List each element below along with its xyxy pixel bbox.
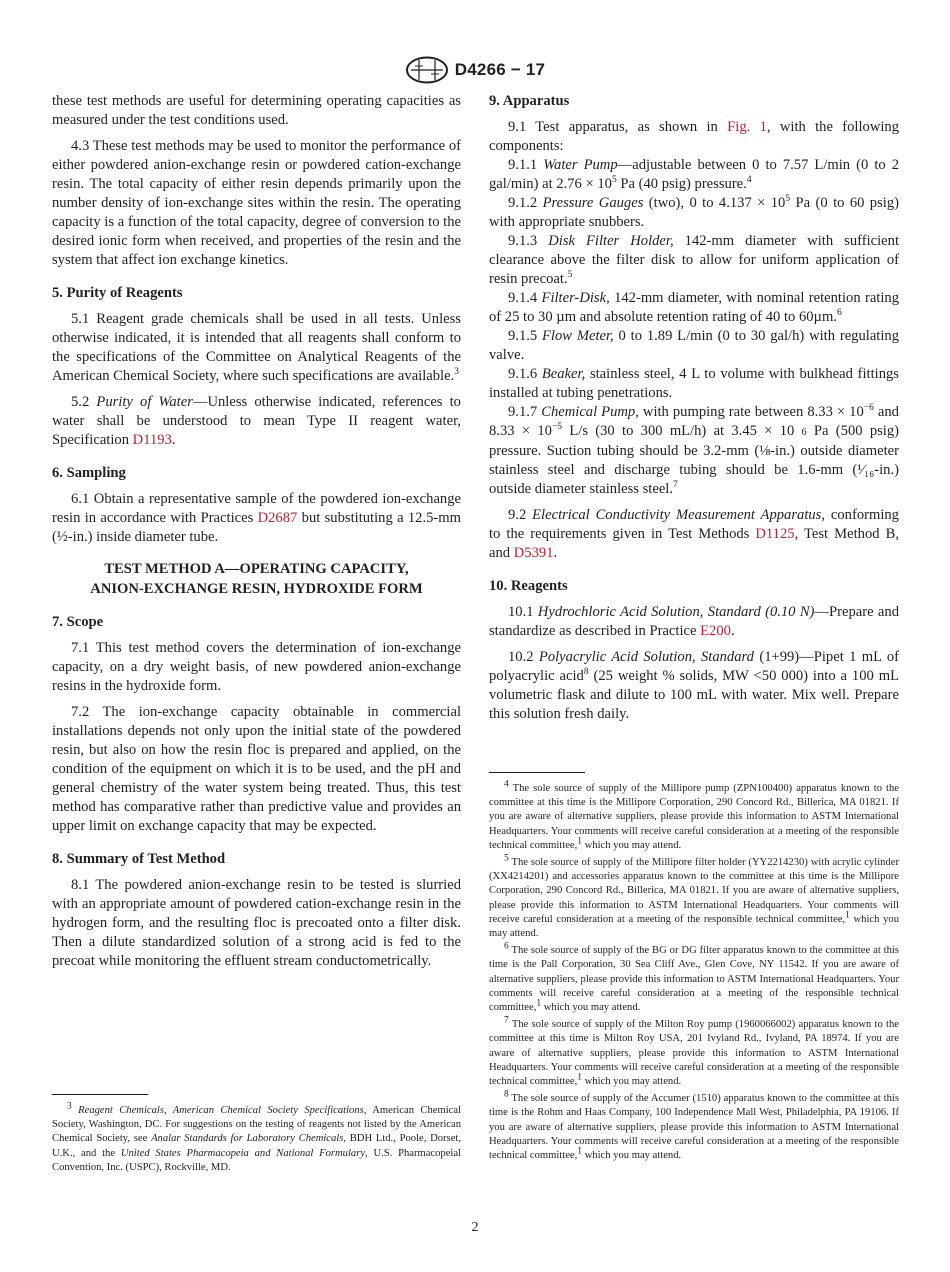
paragraph-9-1-2: 9.1.2 Pressure Gauges (two), 0 to $4.137 \times 10^5$ Pa (0 to 60 psig) with appropriate snubbers. [489,194,899,230]
section-9-heading: 9. Apparatus [489,93,570,109]
paragraph-8-1: 8.1 The powdered anion-exchange resin to be tested is slurried with an appropriate amount of powdered cation-exchange resin in the hydrogen form, and the resulting floc is precoated onto a filter disk. Then a dilute standardized solution of a strong acid is fed to the precoat while monitoring the effluent stream conductometrically. [52,877,461,969]
paragraph-9-1-3: 9.1.3 Disk Filter Holder, 142-mm diameter with sufficient clearance above the filter disk to allow for uniform application of resin precoat.$^5$ [489,233,900,287]
paragraph-7-2: 7.2 The ion-exchange capacity obtainable in commercial installations depends not only upon the initial state of the powdered resin, but also on how the resin floc is prepared and applied, on the condition of the equipment on which it is to be used, and the pH and general chemistry of the water system being treated. Thus, this test method has comparative rather than predictive value and provides an upper limit on exchange capacity that may be expected. [52,704,461,834]
paragraph-5-2: 5.2 Purity of Water—Unless otherwise indicated, references to water shall be understood to mean Type II reagent water, Specification D1193. [52,394,461,448]
astm-logo-icon [405,56,449,84]
footnote-6: $^6$ The sole source of supply of the BG or DG filter apparatus known to the committee at this time is the Pall Corporation, 30 Sea Cliff Ave., Glen Cove, NY 11542. If you are aware of alternative suppliers, please provide this information to ASTM International Headquarters. Your comments will receive careful consideration at a meeting of the responsible technical committee,$^1$ which you may attend. [489,941,899,1014]
section-8-heading: 8. Summary of Test Method [52,851,226,867]
link-fig-1[interactable]: Fig. 1 [727,119,767,135]
link-d1193[interactable]: D1193 [132,432,172,448]
section-10-heading: 10. Reagents [489,578,568,594]
footnote-divider-left [52,1094,148,1095]
page-header [0,56,950,84]
paragraph-9-1-6: 9.1.6 Beaker, stainless steel, 4 L to volume with bulkhead fittings installed at tubing penetrations. [489,366,899,401]
link-d5391[interactable]: D5391 [513,545,554,561]
paragraph-5-1: 5.1 Reagent grade chemicals shall be used in all tests. Unless otherwise indicated, it is intended that all reagents shall conform to the specifications of the Committee on Analytical Reagents of the American Chemical Society, where such specifications are available.$^3$ [52,311,461,384]
test-method-a-heading: TEST METHOD A—OPERATING CAPACITY, ANION-EXCHANGE RESIN, HYDROXIDE FORM [90,561,423,597]
paragraph-continued: these test methods are useful for determining operating capacities as measured under the test conditions used. [52,93,461,128]
paragraph-9-1-7: 9.1.7 Chemical Pump, with pumping rate between $8.33 \times 10^{-6}$ and $8.33 \times 10^{-5}$ L/s (30 to 300 mL/h) at 3.45 × 10 6 Pa (500 psig) pressure. Suction tubing should be 3.2-mm (⅛-in.) outside diameter stainless steel and discharge tubing should be 1.6-mm (¹⁄₁₆-in.) outside diameter stainless steel.$^7$ [489,403,900,497]
paragraph-10-1: 10.1 Hydrochloric Acid Solution, Standard (0.10 N)—Prepare and standardize as described in Practice E200. [489,604,899,639]
right-column [489,92,899,731]
paragraph-7-1: 7.1 This test method covers the determination of ion-exchange capacity, on a dry weight basis, of new powdered anion-exchange resins in the hydroxide form. [52,640,461,694]
footnote-7: $^7$ The sole source of supply of the Milton Roy pump (1960066002) apparatus known to the committee at this time is Milton Roy USA, 201 Ivyland Rd., Ivyland, PA 18974. If you are aware of alternative suppliers, please provide this information to ASTM International Headquarters. Your comments will receive careful consideration at a meeting of the responsible technical committee,$^1$ which you may attend. [489,1015,899,1088]
link-d2687[interactable]: D2687 [257,510,298,526]
footnote-ref-4[interactable]: 4 [746,175,752,186]
footnote-3: $^3$ Reagent Chemicals, American Chemical Society Specifications, American Chemical Society, Washington, DC. For suggestions on the testing of reagents not listed by the American Chemical Society, see Analar Standards for Laboratory Chemicals, BDH Ltd., Poole, Dorset, U.K., and the United States Pharmacopeia and National Formulary, U.S. Pharmacopeial Convention, Inc. (USPC), Rockville, MD. [52,1101,462,1173]
page-number: 2 [471,1220,479,1235]
link-e200[interactable]: E200 [700,623,731,639]
paragraph-10-2: 10.2 Polyacrylic Acid Solution, Standard (1+99)—Pipet 1 mL of polyacrylic acid$^8$ (25 weight % solids, MW <50 000) into a 100 mL volumetric flask and dilute to 100 mL with water. Mix well. Prepare this solution fresh daily. [489,649,899,722]
paragraph-9-1: 9.1 Test apparatus, as shown in Fig. 1, with the following components: [489,119,900,154]
footnote-5: $^5$ The sole source of supply of the Millipore filter holder (YY2214230) with acrylic cylinder (XX4214201) and accessories apparatus known to the committee at this time is the Millipore Corporation, 290 Concord Rd., Billerica, MA 01821. If you are aware of alternative suppliers, please provide this information to ASTM International Headquarters. Your comments will receive careful consideration at a meeting of the responsible technical committee,$^1$ which you may attend. [489,853,899,940]
section-7-heading: 7. Scope [52,614,104,630]
section-5-heading: 5. Purity of Reagents [52,285,183,301]
document-id: D4266 − 17 [454,60,546,79]
footnotes-right [489,779,899,1166]
paragraph-9-1-1: 9.1.1 Water Pump—adjustable between 0 to 7.57 L/min (0 to 2 gal/min) at $2.76 \times 10^5$ Pa (40 psig) pressure.$^4$ [489,157,900,192]
footnotes-left [52,1101,462,1178]
footnote-ref-6[interactable]: 6 [836,308,842,319]
footnote-divider-right [489,772,585,773]
link-d1125[interactable]: D1125 [755,526,795,542]
left-column [52,92,461,978]
footnote-ref-8[interactable]: 8 [583,667,589,678]
section-6-heading: 6. Sampling [52,465,126,481]
paragraph-9-2: 9.2 Electrical Conductivity Measurement Apparatus, conforming to the requirements given in Test Methods D1125, Test Method B, and D5391. [489,507,899,561]
footnote-4: $^4$ The sole source of supply of the Millipore pump (ZPN100400) apparatus known to the committee at this time is the Millipore Corporation, 290 Concord Rd., Billerica, MA 01821. If you are aware of alternative suppliers, please provide this information to ASTM International Headquarters. Your comments will receive careful consideration at a meeting of the responsible technical committee,$^1$ which you may attend. [489,779,899,851]
footnote-ref-5[interactable]: 5 [567,270,573,281]
paragraph-4-3: 4.3 These test methods may be used to monitor the performance of either powdered anion-exchange resin or powdered cation-exchange resin. The total capacity of either resin depends primarily upon the number density of ion-exchange sites within the resin. The operating capacity is a function of the total capacity, degree of conversion to the desired ionic form when received, and properties of the resin and the system that affect ion exchange kinetics. [52,138,461,268]
footnote-ref-7[interactable]: 7 [673,480,678,491]
paragraph-9-1-5: 9.1.5 Flow Meter, 0 to 1.89 L/min (0 to 30 gal/h) with regulating valve. [489,328,900,363]
paragraph-6-1: 6.1 Obtain a representative sample of the powdered ion-exchange resin in accordance with Practices D2687 but substituting a 12.5-mm (½-in.) inside diameter tube. [52,491,461,545]
footnote-8: $^8$ The sole source of supply of the Accumer (1510) apparatus known to the committee at this time is the Rohm and Haas Company, 100 Independence Mall West, Philadelphia, PA 19106. If you are aware of alternative suppliers, please provide this information to ASTM International Headquarters. Your comments will receive careful consideration at a meeting of the responsible technical committee,$^1$ which you may attend. [489,1089,899,1162]
paragraph-9-1-4: 9.1.4 Filter-Disk, 142-mm diameter, with nominal retention rating of 25 to 30 µm and absolute retention rating of 40 to 60µm.$^6$ [489,290,899,325]
footnote-ref-3[interactable]: 3 [454,367,459,378]
